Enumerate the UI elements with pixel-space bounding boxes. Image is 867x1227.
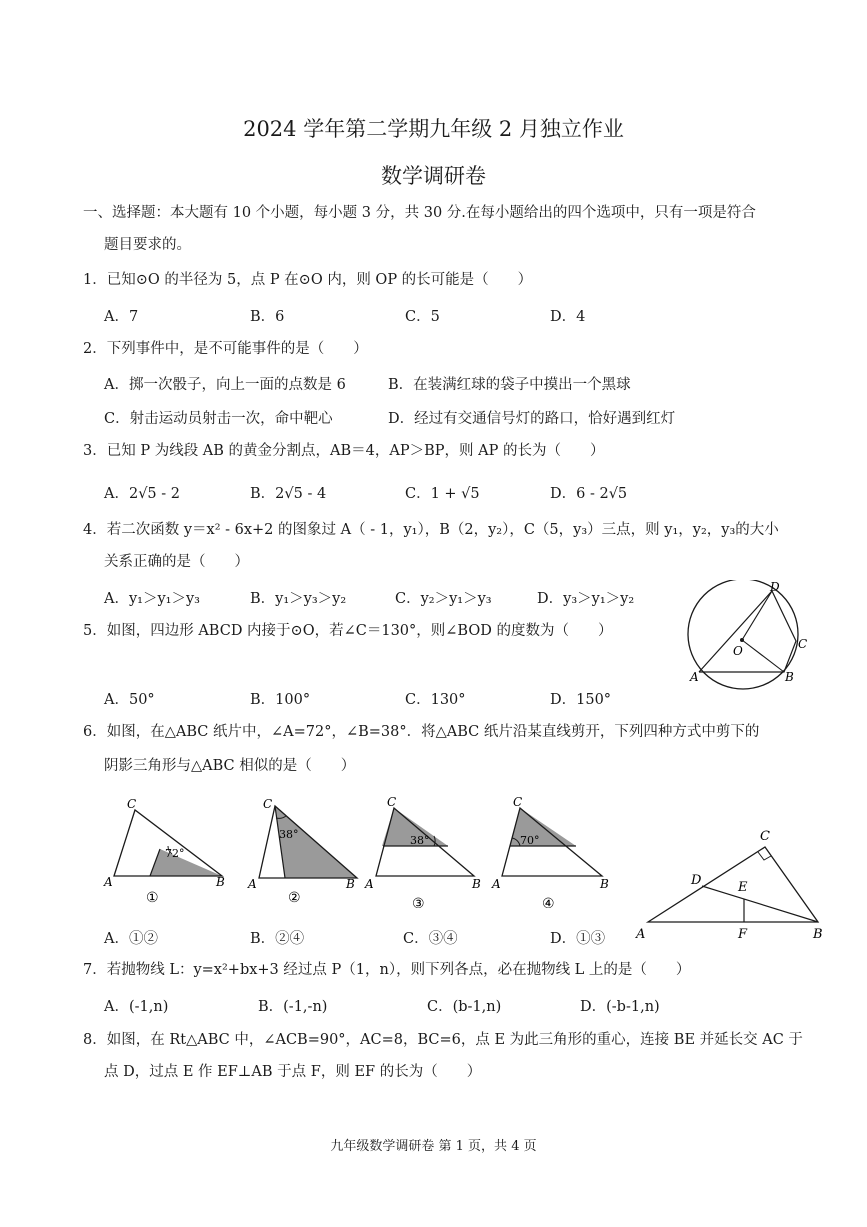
q6-option-b: B．②④	[250, 931, 305, 947]
q4-option-b: B．y₁＞y₃＞y₂	[250, 591, 347, 607]
question-8-cont: 点 D，过点 E 作 EF⊥AB 于点 F，则 EF 的长为（ ）	[104, 1064, 482, 1080]
question-6: 6．如图，在△ABC 纸片中，∠A=72°，∠B=38°．将△ABC 纸片沿某直线剪开，下列四种方式中剪下的	[83, 724, 760, 740]
q6-figure-1	[100, 796, 235, 908]
q5-circle	[688, 580, 798, 689]
q6-fig3-number: ③	[412, 896, 425, 908]
q6-fig4-label-c: C	[513, 796, 523, 809]
q4-option-c: C．y₂＞y₁＞y₃	[395, 591, 492, 607]
q5-label-b: B	[785, 670, 794, 684]
page-title: 2024 学年第二学期九年级 2 月独立作业	[243, 117, 624, 141]
q5-label-a: A	[690, 670, 699, 684]
q4-option-a: A．y₁＞y₁＞y₃	[104, 591, 200, 607]
page-footer: 九年级数学调研卷 第 1 页，共 4 页	[330, 1139, 537, 1154]
q3-option-c: C．1 + √5	[405, 486, 480, 502]
q6-fig2-label-b: B	[346, 877, 355, 891]
q8-triangle-figure	[632, 822, 832, 944]
q5-label-d: D	[770, 580, 780, 594]
q7-option-a: A．(-1,n)	[104, 999, 169, 1015]
q7-option-c: C．(b-1,n)	[427, 999, 502, 1015]
q3-option-b: B．2√5 - 4	[250, 486, 327, 502]
q8-bd-segment	[702, 886, 818, 922]
q8-label-b: B	[813, 927, 823, 942]
question-6-cont: 阴影三角形与△ABC 相似的是（ ）	[104, 758, 356, 774]
section-instruction: 一、选择题：本大题有 10 个小题，每小题 3 分，共 30 分.在每小题给出的四个选项中，只有一项是符合	[83, 205, 756, 221]
q8-label-a: A	[636, 927, 646, 942]
q1-option-c: C．5	[405, 309, 440, 325]
q4-option-d: D．y₃＞y₁＞y₂	[537, 591, 635, 607]
q8-label-d: D	[691, 873, 702, 888]
q6-fig3-label-b: B	[472, 877, 481, 891]
q2-option-b: B．在装满红球的袋子中摸出一个黑球	[388, 377, 631, 393]
question-7: 7．若抛物线 L：y=x²+bx+3 经过点 P（1，n），则下列各点，必在抛物线 L 上的是（ ）	[83, 962, 691, 978]
q1-option-d: D．4	[550, 309, 586, 325]
q6-figure-3	[362, 796, 492, 908]
question-5: 5．如图，四边形 ABCD 内接于⊙O，若∠C＝130°，则∠BOD 的度数为（ ）	[83, 623, 613, 639]
q5-option-c: C．130°	[405, 692, 466, 708]
question-4-cont: 关系正确的是（ ）	[104, 554, 249, 570]
q8-label-c: C	[760, 829, 770, 844]
q6-fig3-label-a: A	[365, 877, 374, 891]
q7-option-d: D．(-b-1,n)	[580, 999, 660, 1015]
q1-option-b: B．6	[250, 309, 285, 325]
q6-fig2-label-c: C	[263, 797, 273, 811]
q2-option-a: A．掷一次骰子，向上一面的点数是 6	[104, 377, 346, 393]
q2-option-c: C．射击运动员射击一次，命中靶心	[104, 411, 333, 427]
q6-fig3-angle: 38°	[410, 834, 430, 847]
q6-option-d: D．①③	[550, 931, 606, 947]
q6-fig1-angle: 72°	[165, 847, 185, 860]
q1-option-a: A．7	[104, 309, 139, 325]
question-1: 1．已知⊙O 的半径为 5，点 P 在⊙O 内，则 OP 的长可能是（ ）	[83, 272, 533, 288]
q8-label-f: F	[738, 927, 748, 942]
question-2: 2．下列事件中，是不可能事件的是（ ）	[83, 341, 368, 357]
q5-label-o: O	[733, 644, 743, 658]
q5-circle-figure	[678, 580, 812, 694]
q6-fig2-angle: 38°	[279, 828, 299, 841]
q5-label-c: C	[798, 637, 808, 651]
q8-label-e: E	[738, 880, 748, 895]
q8-triangle	[648, 847, 818, 922]
q6-fig4-angle: 70°	[520, 834, 540, 847]
q6-fig2-label-a: A	[248, 877, 257, 891]
q6-fig3-label-c: C	[387, 796, 397, 809]
q3-option-a: A．2√5 - 2	[104, 486, 181, 502]
q6-fig4-number: ④	[542, 896, 555, 908]
q5-option-a: A．50°	[104, 692, 155, 708]
q5-ob-segment	[742, 640, 784, 672]
q6-fig1-number: ①	[146, 890, 159, 906]
page-subtitle: 数学调研卷	[381, 164, 486, 188]
q6-option-c: C．③④	[403, 931, 458, 947]
q7-option-b: B．(-1,-n)	[258, 999, 328, 1015]
q2-option-d: D．经过有交通信号灯的路口，恰好遇到红灯	[388, 411, 676, 427]
question-4: 4．若二次函数 y＝x² - 6x+2 的图象过 A（ - 1，y₁），B（2，y₂），C（5，y₃）三点，则 y₁，y₂，y₃的大小	[83, 522, 779, 538]
section-instruction-cont: 题目要求的。	[104, 237, 191, 253]
q6-figure-4	[490, 796, 620, 908]
q6-option-a: A．①②	[104, 931, 158, 947]
question-8: 8．如图，在 Rt△ABC 中，∠ACB=90°，AC=8，BC=6，点 E 为此三角形的重心，连接 BE 并延长交 AC 于	[83, 1032, 803, 1048]
q6-figure-2	[245, 796, 370, 908]
q5-center-dot	[740, 638, 744, 642]
question-3: 3．已知 P 为线段 AB 的黄金分割点，AB＝4，AP＞BP，则 AP 的长为（ ）	[83, 443, 605, 459]
q6-fig4-label-a: A	[492, 877, 501, 891]
q6-fig4-label-b: B	[600, 877, 609, 891]
q3-option-d: D．6 - 2√5	[550, 486, 628, 502]
q5-od-segment	[742, 591, 772, 640]
q6-fig1-label-a: A	[104, 875, 113, 889]
q5-option-d: D．150°	[550, 692, 612, 708]
q6-fig1-label-c: C	[127, 797, 137, 811]
q6-fig2-number: ②	[288, 890, 301, 906]
q6-fig1-shaded-triangle	[150, 849, 222, 876]
q5-option-b: B．100°	[250, 692, 311, 708]
q6-fig1-label-b: B	[216, 875, 225, 889]
